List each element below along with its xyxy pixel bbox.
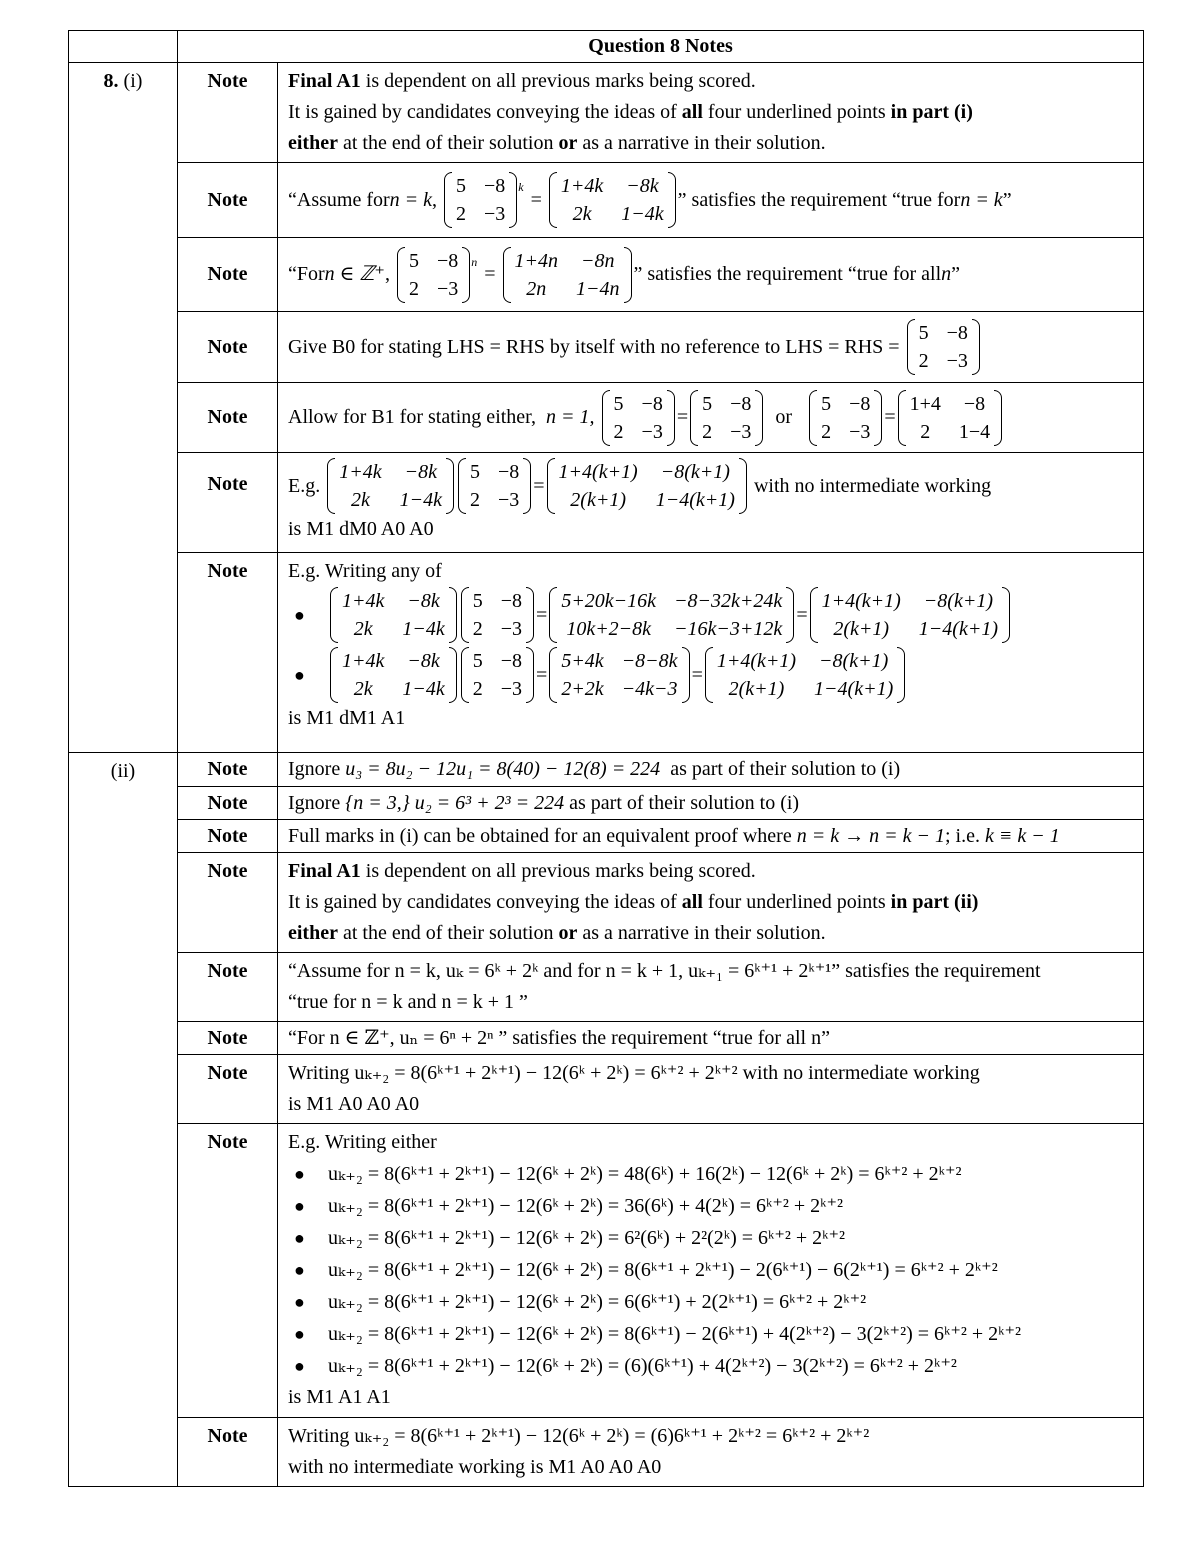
question-label-8-i xyxy=(69,63,178,753)
note-label: Note xyxy=(178,787,278,820)
note-label: Note xyxy=(178,63,278,163)
note-final-a1-part-ii: Final A1 is dependent on all previous marks being scored. It is gained by candidates conveying the ideas of all four underlined points in part (ii) either at the end of their solution or as a narrative in their solution. xyxy=(278,853,1144,953)
note-for-all-n-un: “For n ∈ ℤ⁺, uₙ = 6ⁿ + 2ⁿ ” satisfies the requirement “true for all n” xyxy=(278,1022,1144,1055)
note-writing-uk2-no-working: Writing uₖ₊₂ = 8(6ᵏ⁺¹ + 2ᵏ⁺¹) − 12(6ᵏ + 2ᵏ) = 6ᵏ⁺² + 2ᵏ⁺² with no intermediate working is M1 A0 A0 A0 xyxy=(278,1055,1144,1124)
note-label: Note xyxy=(178,853,278,953)
header-empty-cell xyxy=(69,31,178,63)
note-allow-b1: Allow for B1 for stating either, n = 1, 5 −8 2 −3 = 5 −8 2 −3 or 5 −8 2 −3 = 1+4 −8 2 1−4 xyxy=(278,383,1144,453)
list-item: ● uₖ₊₂ = 8(6ᵏ⁺¹ + 2ᵏ⁺¹) − 12(6ᵏ + 2ᵏ) = 48(6ᵏ) + 16(2ᵏ) − 12(6ᵏ + 2ᵏ) = 6ᵏ⁺² + 2ᵏ⁺² xyxy=(294,1163,962,1185)
note-ignore-u3: Ignore u₃ = 8u₂ − 12u₁ = 8(40) − 12(8) = 224 as part of their solution to (i) xyxy=(278,753,1144,787)
list-item: ● uₖ₊₂ = 8(6ᵏ⁺¹ + 2ᵏ⁺¹) − 12(6ᵏ + 2ᵏ) = 36(6ᵏ) + 4(2ᵏ) = 6ᵏ⁺² + 2ᵏ⁺² xyxy=(294,1195,844,1217)
note-give-b0: Give B0 for stating LHS = RHS by itself with no reference to LHS = RHS = 5 −8 2 −3 xyxy=(278,312,1144,383)
table-title: Question 8 Notes xyxy=(178,31,1144,63)
note-label: Note xyxy=(178,1055,278,1124)
note-final-a1-part-i: Final A1 is dependent on all previous marks being scored. It is gained by candidates conveying the ideas of all four underlined points in part (i) either at the end of their solution or as a narrative in their solution. xyxy=(278,63,1144,163)
note-for-all-n-matrix: “For n ∈ ℤ⁺ , 5 −8 2 −3 n = 1+4n −8n 2n 1−4n ” satisfies the requirement “true for all n ” xyxy=(278,238,1144,312)
note-label: Note xyxy=(178,312,278,383)
note-eg-writing-any-of: E.g. Writing any of ● 1+4k −8k 2k 1−4k 5 −8 2 −3 = 5+20k−16k −8−32k+24k 10k+2−8k −16k−3+12k = 1+4(k+1) −8(k+1) 2(k+1) 1−4(k+1) ● 1+4k −8k 2k 1−4k 5 −8 2 −3 = 5+4k −8−8k 2+2k −4k−3 = 1+4(k+1) −8(k+1) 2(k+1) 1−4(k+1) is M1 dM1 A1 xyxy=(278,553,1144,753)
question-8-notes-table xyxy=(68,30,1144,1487)
note-writing-6-6k1: Writing uₖ₊₂ = 8(6ᵏ⁺¹ + 2ᵏ⁺¹) − 12(6ᵏ + 2ᵏ) = (6)6ᵏ⁺¹ + 2ᵏ⁺² = 6ᵏ⁺² + 2ᵏ⁺² with no intermediate working is M1 A0 A0 A0 xyxy=(278,1418,1144,1487)
note-label: Note xyxy=(178,1418,278,1487)
list-item: ● uₖ₊₂ = 8(6ᵏ⁺¹ + 2ᵏ⁺¹) − 12(6ᵏ + 2ᵏ) = 8(6ᵏ⁺¹ + 2ᵏ⁺¹) − 2(6ᵏ⁺¹) − 6(2ᵏ⁺¹) = 6ᵏ⁺² + 2ᵏ⁺² xyxy=(294,1259,998,1281)
question-number: 8. xyxy=(103,70,119,92)
list-item: ● uₖ₊₂ = 8(6ᵏ⁺¹ + 2ᵏ⁺¹) − 12(6ᵏ + 2ᵏ) = 8(6ᵏ⁺¹) − 2(6ᵏ⁺¹) + 4(2ᵏ⁺²) − 3(2ᵏ⁺²) = 6ᵏ⁺² + 2ᵏ⁺² xyxy=(294,1323,1022,1345)
list-item: ● 1+4k −8k 2k 1−4k 5 −8 2 −3 = 5+20k−16k −8−32k+24k 10k+2−8k −16k−3+12k = 1+4(k+1) −8(k+1) 2(k+1) 1−4(k+1) xyxy=(288,587,1133,643)
note-full-marks-equivalent: Full marks in (i) can be obtained for an equivalent proof where n = k → n = k − 1; i.e. k ≡ k − 1 xyxy=(278,820,1144,853)
note-assume-n-k-matrix: “Assume for n = k , 5 −8 2 −3 k = 1+4k −8k 2k 1−4k ” satisfies the requirement “true for n = k ” xyxy=(278,163,1144,238)
list-item: ● uₖ₊₂ = 8(6ᵏ⁺¹ + 2ᵏ⁺¹) − 12(6ᵏ + 2ᵏ) = 6²(6ᵏ) + 2²(2ᵏ) = 6ᵏ⁺² + 2ᵏ⁺² xyxy=(294,1227,846,1249)
note-label: Note xyxy=(178,163,278,238)
note-label: Note xyxy=(178,820,278,853)
note-eg-writing-either: E.g. Writing either ● uₖ₊₂ = 8(6ᵏ⁺¹ + 2ᵏ⁺¹) − 12(6ᵏ + 2ᵏ) = 48(6ᵏ) + 16(2ᵏ) − 12(6ᵏ + 2ᵏ) = 6ᵏ⁺² + 2ᵏ⁺² ● uₖ₊₂ = 8(6ᵏ⁺¹ + 2ᵏ⁺¹) − 12(6ᵏ + 2ᵏ) = 36(6ᵏ) + 4(2ᵏ) = 6ᵏ⁺² + 2ᵏ⁺² ● uₖ₊₂ = 8(6ᵏ⁺¹ + 2ᵏ⁺¹) − 12(6ᵏ + 2ᵏ) = 6²(6ᵏ) + 2²(2ᵏ) = 6ᵏ⁺² + 2ᵏ⁺² ● uₖ₊₂ = 8(6ᵏ⁺¹ + 2ᵏ⁺¹) − 12(6ᵏ + 2ᵏ) = 8(6ᵏ⁺¹ + 2ᵏ⁺¹) − 2(6ᵏ⁺¹) − 6(2ᵏ⁺¹) = 6ᵏ⁺² + 2ᵏ⁺² ● uₖ₊₂ = 8(6ᵏ⁺¹ + 2ᵏ⁺¹) − 12(6ᵏ + 2ᵏ) = 6(6ᵏ⁺¹) + 2(2ᵏ⁺¹) = 6ᵏ⁺² + 2ᵏ⁺² ● uₖ₊₂ = 8(6ᵏ⁺¹ + 2ᵏ⁺¹) − 12(6ᵏ + 2ᵏ) = 8(6ᵏ⁺¹) − 2(6ᵏ⁺¹) + 4(2ᵏ⁺²) − 3(2ᵏ⁺²) = 6ᵏ⁺² + 2ᵏ⁺² ● uₖ₊₂ = 8(6ᵏ⁺¹ + 2ᵏ⁺¹) − 12(6ᵏ + 2ᵏ) = (6)(6ᵏ⁺¹) + 4(2ᵏ⁺²) − 3(2ᵏ⁺²) = 6ᵏ⁺² + 2ᵏ⁺² is M1 A1 A1 xyxy=(278,1124,1144,1418)
note-label: Note xyxy=(178,753,278,787)
note-label: Note xyxy=(178,1022,278,1055)
note-eg-no-working-i: E.g. 1+4k −8k 2k 1−4k 5 −8 2 −3 = 1+4(k+1) −8(k+1) 2(k+1) 1−4(k+1) with no intermediate working is M1 dM0 A0 A0 xyxy=(278,453,1144,553)
list-item: ● uₖ₊₂ = 8(6ᵏ⁺¹ + 2ᵏ⁺¹) − 12(6ᵏ + 2ᵏ) = 6(6ᵏ⁺¹) + 2(2ᵏ⁺¹) = 6ᵏ⁺² + 2ᵏ⁺² xyxy=(294,1291,867,1313)
question-label-8-ii: (ii) xyxy=(69,753,178,1487)
note-label: Note xyxy=(178,953,278,1022)
note-assume-uk: “Assume for n = k, uₖ = 6ᵏ + 2ᵏ and for n = k + 1, uₖ₊₁ = 6ᵏ⁺¹ + 2ᵏ⁺¹” satisfies the requirement “true for n = k and n = k + 1 ” xyxy=(278,953,1144,1022)
note-label: Note xyxy=(178,238,278,312)
note-ignore-n3: Ignore {n = 3,} u₂ = 6³ + 2³ = 224 as part of their solution to (i) xyxy=(278,787,1144,820)
note-label: Note xyxy=(178,383,278,453)
part-label: (i) xyxy=(123,70,143,92)
list-item: ● uₖ₊₂ = 8(6ᵏ⁺¹ + 2ᵏ⁺¹) − 12(6ᵏ + 2ᵏ) = (6)(6ᵏ⁺¹) + 4(2ᵏ⁺²) − 3(2ᵏ⁺²) = 6ᵏ⁺² + 2ᵏ⁺² xyxy=(294,1355,957,1377)
list-item: ● 1+4k −8k 2k 1−4k 5 −8 2 −3 = 5+4k −8−8k 2+2k −4k−3 = 1+4(k+1) −8(k+1) 2(k+1) 1−4(k+1) xyxy=(288,647,1133,703)
note-label: Note xyxy=(178,1124,278,1418)
note-label: Note xyxy=(178,453,278,553)
note-label: Note xyxy=(178,553,278,753)
